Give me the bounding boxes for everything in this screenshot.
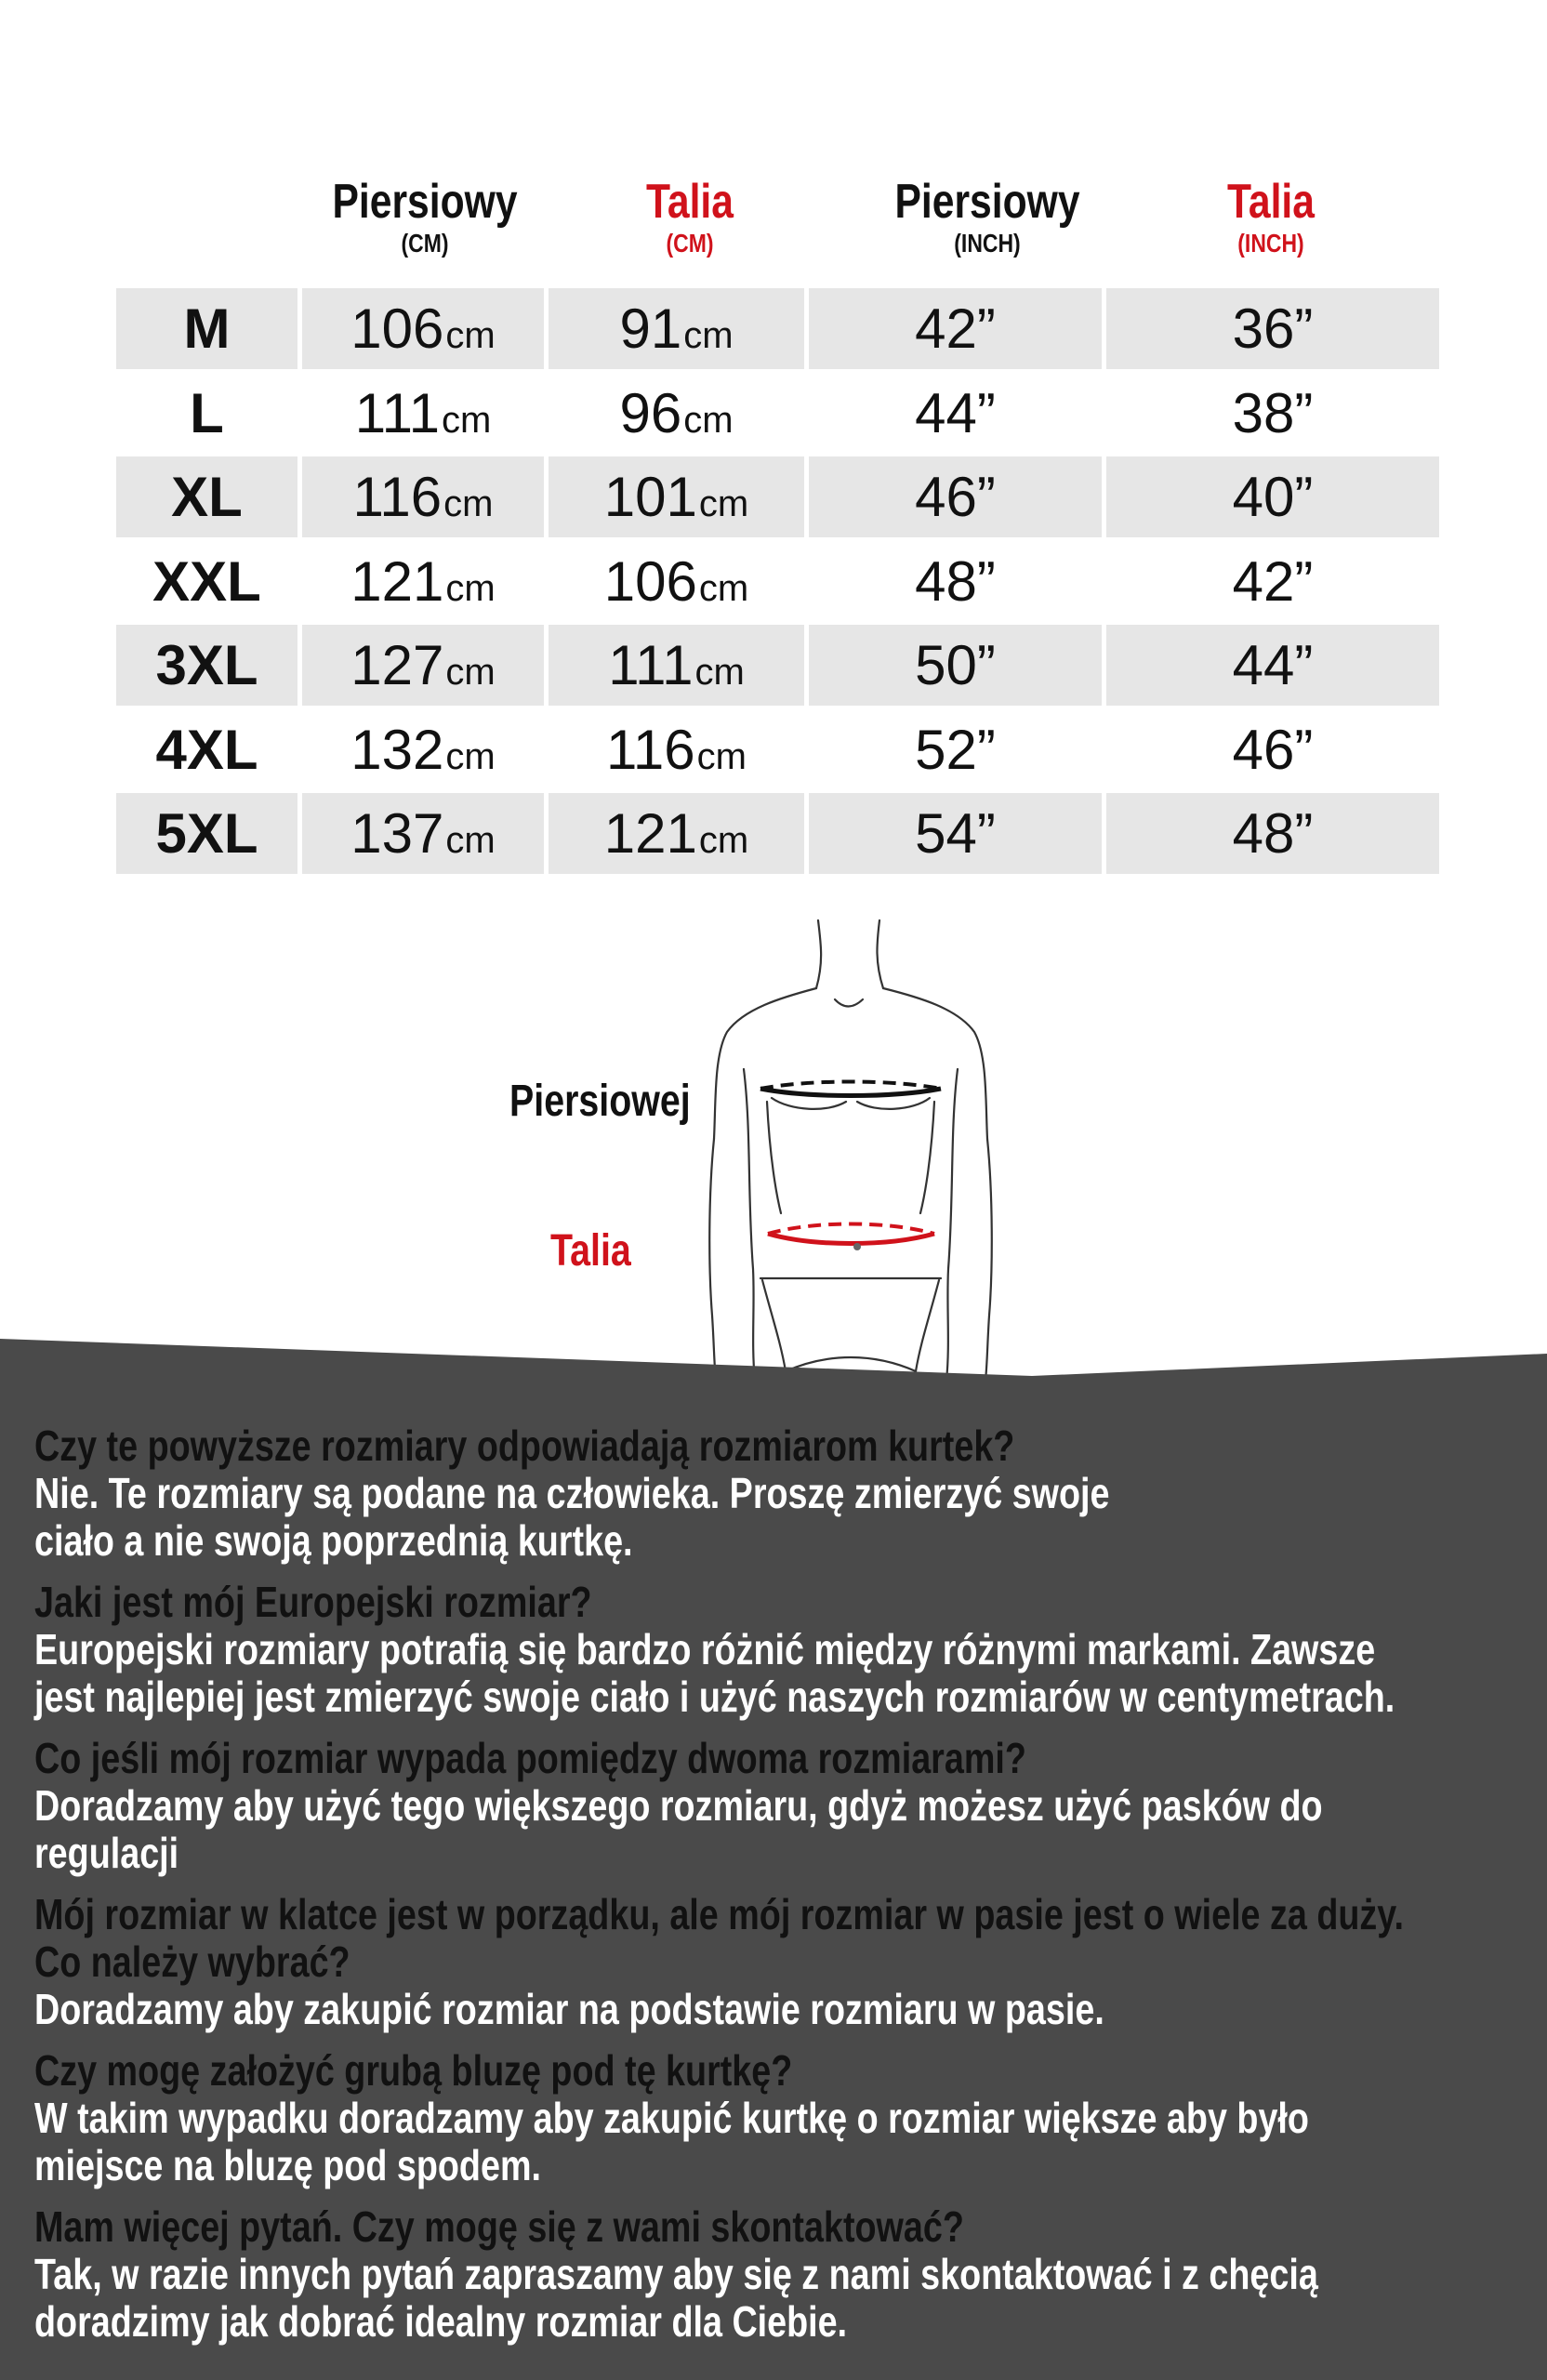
measurement-cell xyxy=(549,625,804,706)
measurement-cell xyxy=(549,793,804,874)
size-cell xyxy=(116,541,298,622)
faq-question: Mój rozmiar w klatce jest w porządku, ale mój rozmiar w pasie jest o wiele za duży. xyxy=(34,1890,1404,1938)
header-label: Talia xyxy=(1226,175,1315,229)
table-row xyxy=(116,288,1439,369)
faq-question: Jaki jest mój Europejski rozmiar? xyxy=(34,1578,592,1626)
unit-label: cm xyxy=(443,483,494,524)
measurement-cell xyxy=(549,541,804,622)
cell-value: 44” xyxy=(1232,634,1314,696)
table-row xyxy=(116,456,1439,537)
measurement-cell xyxy=(1106,288,1439,369)
measurement-cell xyxy=(1106,709,1439,790)
header-chest-cm xyxy=(325,175,523,258)
cell-value: 116 xyxy=(352,466,443,528)
faq-question: Mam więcej pytań. Czy mogę się z wami skontaktować? xyxy=(34,2202,964,2251)
header-waist-inch xyxy=(1171,175,1369,258)
size-cell xyxy=(116,288,298,369)
cell-value: 137 xyxy=(350,802,444,865)
unit-label: cm xyxy=(698,483,749,524)
cell-value: 46” xyxy=(915,466,996,528)
cell-value: 54” xyxy=(915,802,996,865)
cell-value: 121 xyxy=(350,549,444,613)
measurement-cell xyxy=(1106,456,1439,537)
header-unit: (INCH) xyxy=(1237,229,1304,258)
size-cell xyxy=(116,793,298,874)
size-cell xyxy=(116,456,298,537)
header-unit: (CM) xyxy=(401,229,449,258)
cell-value: 48” xyxy=(915,549,996,613)
table-row xyxy=(116,709,1439,790)
table-row xyxy=(116,625,1439,706)
cell-value: 4XL xyxy=(155,718,258,781)
faq-item xyxy=(34,2203,1483,2346)
cell-value: 116 xyxy=(606,718,695,781)
table-row xyxy=(116,541,1439,622)
cell-value: 42” xyxy=(1232,549,1314,613)
unit-label: cm xyxy=(694,652,745,693)
measurement-cell xyxy=(809,709,1102,790)
cell-value: 106 xyxy=(603,549,697,613)
unit-label: cm xyxy=(698,567,749,609)
faq-answer-line: Tak, w razie innych pytań zapraszamy aby się z nami skontaktować i z chęcią xyxy=(34,2250,1318,2298)
header-label: Piersiowy xyxy=(332,175,518,229)
faq-answer-line: Nie. Te rozmiary są podane na człowieka. Proszę zmierzyć swoje xyxy=(34,1469,1110,1517)
measurement-cell xyxy=(302,373,544,454)
unit-label: cm xyxy=(696,735,747,777)
cell-value: 96 xyxy=(619,381,682,444)
table-row xyxy=(116,793,1439,874)
measurement-cell xyxy=(302,793,544,874)
header-chest-inch xyxy=(888,175,1086,258)
cell-value: 101 xyxy=(603,466,697,528)
header-waist-cm xyxy=(590,175,788,258)
unit-label: cm xyxy=(445,652,496,693)
measurement-cell xyxy=(1106,541,1439,622)
cell-value: 132 xyxy=(350,718,444,781)
unit-label: cm xyxy=(445,567,496,609)
cell-value: 50” xyxy=(915,634,996,696)
cell-value: 36” xyxy=(1232,298,1314,360)
faq-question: Czy mogę założyć grubą bluzę pod tę kurtkę? xyxy=(34,2046,793,2095)
cell-value: 46” xyxy=(1232,718,1314,781)
cell-value: 38” xyxy=(1232,381,1314,444)
measurement-cell xyxy=(549,456,804,537)
cell-value: XL xyxy=(171,466,243,528)
measurement-cell xyxy=(302,709,544,790)
faq-section xyxy=(34,1422,1483,2360)
header-label: Talia xyxy=(645,175,734,229)
cell-value: 127 xyxy=(350,634,444,696)
measurement-cell xyxy=(1106,373,1439,454)
measurement-cell xyxy=(1106,793,1439,874)
measurement-cell xyxy=(809,793,1102,874)
unit-label: cm xyxy=(683,315,734,356)
faq-answer-line: doradzimy jak dobrać idealny rozmiar dla Ciebie. xyxy=(34,2297,848,2346)
cell-value: 5XL xyxy=(155,802,258,865)
cell-value: 48” xyxy=(1232,802,1314,865)
cell-value: 44” xyxy=(915,381,996,444)
unit-label: cm xyxy=(445,820,496,861)
cell-value: 106 xyxy=(350,298,444,360)
cell-value: 42” xyxy=(915,298,996,360)
measurement-cell xyxy=(302,625,544,706)
cell-value: XXL xyxy=(152,549,261,613)
faq-answer-line: jest najlepiej jest zmierzyć swoje ciało i użyć naszych rozmiarów w centymetrach. xyxy=(34,1673,1395,1721)
faq-answer-line: W takim wypadku doradzamy aby zakupić kurtkę o rozmiar większe aby było xyxy=(34,2094,1309,2142)
cell-value: M xyxy=(183,298,231,360)
faq-item xyxy=(34,1422,1483,1565)
size-cell xyxy=(116,709,298,790)
faq-answer-line: miejsce na bluzę pod spodem. xyxy=(34,2141,541,2189)
unit-label: cm xyxy=(445,735,496,777)
unit-label: cm xyxy=(683,399,734,441)
measurement-cell xyxy=(1106,625,1439,706)
faq-item xyxy=(34,1891,1483,2033)
size-cell xyxy=(116,625,298,706)
unit-label: cm xyxy=(698,820,749,861)
measurement-cell xyxy=(302,456,544,537)
measurement-cell xyxy=(302,288,544,369)
faq-item xyxy=(34,1735,1483,1877)
measurement-cell xyxy=(549,373,804,454)
faq-answer-line: Europejski rozmiary potrafią się bardzo różnić między różnymi markami. Zawsze xyxy=(34,1625,1376,1673)
faq-question: Czy te powyższe rozmiary odpowiadają rozmiarom kurtek? xyxy=(34,1421,1015,1470)
faq-answer-line: ciało a nie swoją poprzednią kurtkę. xyxy=(34,1516,633,1565)
body-figure-illustration xyxy=(651,916,1078,1381)
cell-value: L xyxy=(190,381,224,444)
cell-value: 111 xyxy=(608,634,694,696)
measurement-cell xyxy=(809,288,1102,369)
waist-label: Talia xyxy=(550,1226,631,1276)
measurement-cell xyxy=(809,373,1102,454)
cell-value: 40” xyxy=(1232,466,1314,528)
measurement-cell xyxy=(549,288,804,369)
cell-value: 121 xyxy=(603,802,697,865)
chest-label: Piersiowej xyxy=(509,1077,691,1126)
faq-answer-line: Doradzamy aby zakupić rozmiar na podstawie rozmiaru w pasie. xyxy=(34,1985,1104,2033)
faq-answer-line: regulacji xyxy=(34,1829,179,1877)
cell-value: 52” xyxy=(915,718,996,781)
faq-item xyxy=(34,2047,1483,2189)
cell-value: 91 xyxy=(619,298,682,360)
measurement-cell xyxy=(809,541,1102,622)
measurement-cell xyxy=(809,625,1102,706)
measurement-cell xyxy=(549,709,804,790)
faq-question: Co jeśli mój rozmiar wypada pomiędzy dwoma rozmiarami? xyxy=(34,1734,1026,1782)
faq-item xyxy=(34,1579,1483,1721)
cell-value: 111 xyxy=(354,381,440,444)
unit-label: cm xyxy=(445,315,496,356)
cell-value: 3XL xyxy=(155,634,258,696)
header-unit: (INCH) xyxy=(954,229,1021,258)
header-unit: (CM) xyxy=(666,229,714,258)
measurement-cell xyxy=(809,456,1102,537)
unit-label: cm xyxy=(441,399,492,441)
faq-question-continued: Co należy wybrać? xyxy=(34,1937,350,1986)
header-label: Piersiowy xyxy=(894,175,1080,229)
measurement-cell xyxy=(302,541,544,622)
table-row xyxy=(116,373,1439,454)
faq-answer-line: Doradzamy aby użyć tego większego rozmiaru, gdyż możesz użyć pasków do xyxy=(34,1781,1323,1830)
size-cell xyxy=(116,373,298,454)
